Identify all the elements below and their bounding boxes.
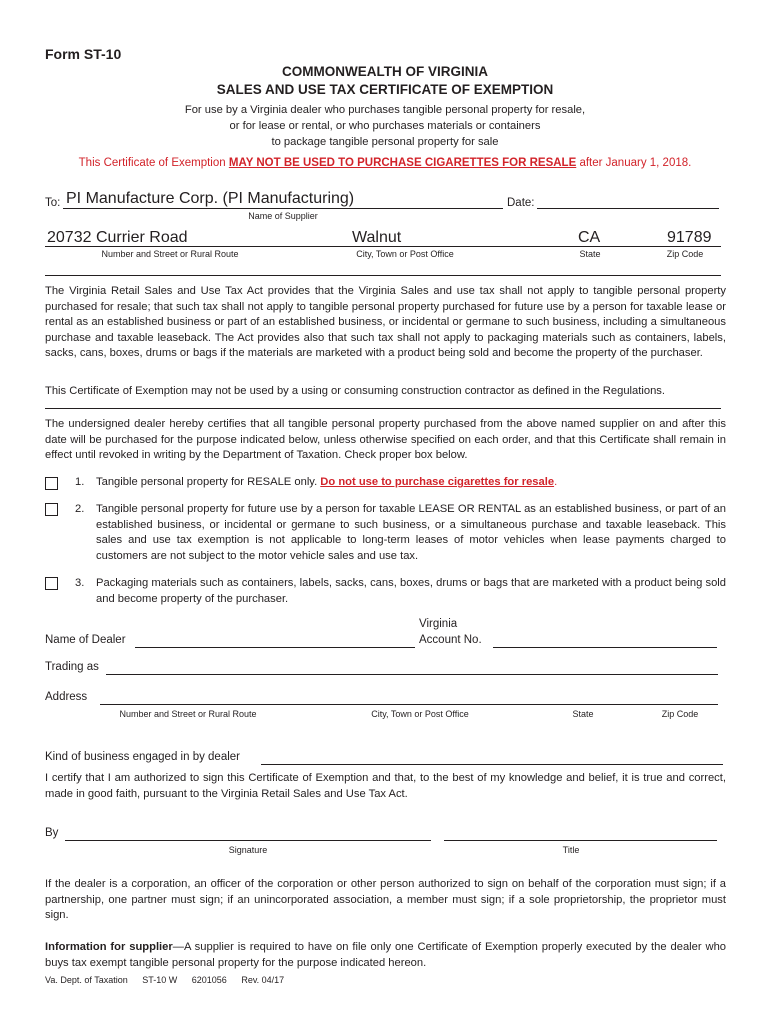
trading-as-label: Trading as <box>45 661 99 673</box>
supplier-name-value: PI Manufacture Corp. (PI Manufacturing) <box>66 190 355 207</box>
option-2-number: 2. <box>75 503 85 515</box>
lease-rental-checkbox[interactable] <box>45 503 58 516</box>
resale-checkbox[interactable] <box>45 477 58 490</box>
supplier-info <box>45 940 726 971</box>
zip-caption: Zip Code <box>666 249 704 259</box>
option-2-text: Tangible personal property for future use by a person for taxable LEASE OR RENTAL as an established business, or part of an established business, or incidental or germane to such business, or a simultaneous purchase and taxable leaseback. This sales and use tax exemption is not applicable to long-term leases of motor vehicles when lease payments charged to customers are not subject to the motor vehicle sales and use tax. <box>96 503 726 562</box>
dealer-address-line[interactable] <box>100 692 718 705</box>
form-title-line2: SALES AND USE TAX CERTIFICATE OF EXEMPTION <box>216 82 554 97</box>
footer-number: 6201056 <box>191 975 227 985</box>
to-label: To: <box>45 197 61 209</box>
packaging-checkbox[interactable] <box>45 577 58 590</box>
dealer-name-label: Name of Dealer <box>45 634 126 646</box>
title-line[interactable] <box>444 828 717 841</box>
divider-2 <box>45 408 721 409</box>
signing-rules: If the dealer is a corporation, an officer of the corporation or other person authorized to sign on behalf of the corporation must sign; if a partnership, one partner must sign; if an unincorporated association, a member must sign; if a sole proprietorship, the proprietor must sign. <box>45 878 726 922</box>
footer-dept: Va. Dept. of Taxation <box>45 975 128 985</box>
account-label-line1: Virginia <box>419 618 458 630</box>
business-kind-line[interactable] <box>261 752 723 765</box>
option-1-warning: Do not use to purchase cigarettes for resale <box>320 476 555 488</box>
supplier-info-text: —A supplier is required to have on file only one Certificate of Exemption properly executed by the dealer who buys tax exempt tangible personal property for the purpose indicated hereon. <box>45 941 727 969</box>
certify-paragraph: The undersigned dealer hereby certifies that all tangible personal property purchased from the above named supplier on and after this date will be purchased for the purpose indicated below, unless otherwise specified on each order, and that this Certificate shall remain in effect until revoked in writing by the Department of Taxation. Check proper box below. <box>45 418 726 462</box>
subtitle-line3: to package tangible personal property for sale <box>271 136 499 148</box>
footer-revision: Rev. 04/17 <box>241 975 285 985</box>
subtitle-line2: or for lease or rental, or who purchases materials or containers <box>229 120 541 132</box>
by-label: By <box>45 827 59 839</box>
date-label: Date: <box>507 197 535 209</box>
warning-suffix: after January 1, 2018. <box>576 157 692 169</box>
supplier-state-value: CA <box>578 229 601 246</box>
option-1-label: Tangible personal property for RESALE only. <box>96 476 318 488</box>
dealer-city-caption: City, Town or Post Office <box>371 709 469 719</box>
dealer-state-caption: State <box>572 709 594 719</box>
act-paragraph: The Virginia Retail Sales and Use Tax Act provides that the Virginia Sales and use tax shall not apply to tangible personal property purchased for resale; that such tax shall not apply to tangible personal property purchased for future use by a person for taxable lease or rental as an established business or part of an established business, or incidental or germane to such business, including a simultaneous purchase and taxable leaseback. The Act provides also that such tax shall not apply to packaging materials such as containers, labels, sacks, cans, boxes, drums or bags if the materials are marketed with a product being sold and become the property of the purchaser. <box>45 285 726 360</box>
option-1-text <box>96 475 726 491</box>
warning-prefix: This Certificate of Exemption <box>78 157 229 169</box>
cigarette-warning <box>0 157 770 169</box>
divider-1 <box>45 275 721 276</box>
signature-caption: Signature <box>228 845 268 855</box>
footer <box>45 975 284 985</box>
option-1-warning-end: . <box>554 476 558 488</box>
form-id: Form ST-10 <box>45 46 122 62</box>
contractor-note: This Certificate of Exemption may not be used by a using or consuming construction contractor as defined in the Regulations. <box>45 385 665 397</box>
account-number-line[interactable] <box>493 635 717 648</box>
option-3-number: 3. <box>75 577 85 589</box>
street-caption: Number and Street or Rural Route <box>101 249 239 259</box>
form-title-line1: COMMONWEALTH OF VIRGINIA <box>282 64 488 79</box>
option-3-text: Packaging materials such as containers, labels, sacks, cans, boxes, drums or bags that are marketed with a product being sold and become property of the purchaser. <box>96 577 726 605</box>
city-caption: City, Town or Post Office <box>356 249 454 259</box>
supplier-street-value: 20732 Currier Road <box>47 229 188 246</box>
supplier-name-caption: Name of Supplier <box>248 211 318 221</box>
footer-form-code: ST-10 W <box>142 975 178 985</box>
subtitle-line1: For use by a Virginia dealer who purchases tangible personal property for resale, <box>184 104 586 116</box>
title-caption: Title <box>562 845 580 855</box>
warning-emphasis: MAY NOT BE USED TO PURCHASE CIGARETTES FOR RESALE <box>228 157 577 169</box>
business-kind-label: Kind of business engaged in by dealer <box>45 751 241 763</box>
signature-line[interactable] <box>65 828 431 841</box>
dealer-zip-caption: Zip Code <box>661 709 699 719</box>
dealer-street-caption: Number and Street or Rural Route <box>119 709 257 719</box>
authorization-text: I certify that I am authorized to sign this Certificate of Exemption and that, to the best of my knowledge and belief, it is true and correct, made in good faith, pursuant to the Virginia Retail Sales and Use Tax Act. <box>45 772 726 800</box>
supplier-info-heading: Information for supplier <box>45 941 173 953</box>
account-label-line2: Account No. <box>419 634 482 646</box>
date-line[interactable] <box>537 196 719 209</box>
state-caption: State <box>579 249 601 259</box>
option-1-number: 1. <box>75 476 85 488</box>
supplier-zip-value: 91789 <box>667 229 712 246</box>
supplier-city-value: Walnut <box>352 229 402 246</box>
dealer-name-line[interactable] <box>135 635 415 648</box>
address-label: Address <box>45 691 88 703</box>
trading-as-line[interactable] <box>106 662 718 675</box>
